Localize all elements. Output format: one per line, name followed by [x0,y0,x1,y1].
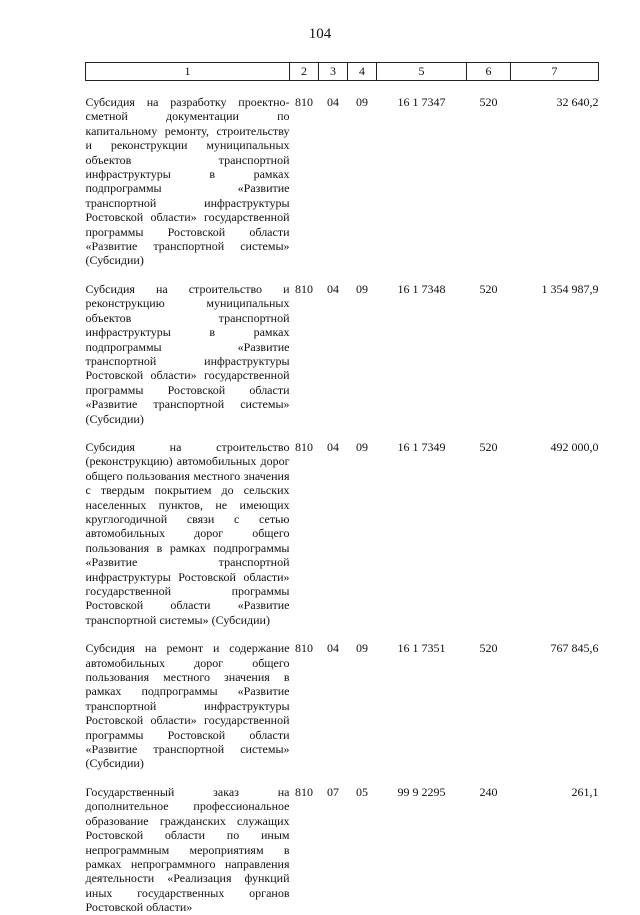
table-row [86,641,599,771]
row-section-code: 07 [327,784,339,799]
row-amount: 261,1 [571,784,599,799]
header-col-5: 5 [377,63,467,81]
header-col-1: 1 [86,63,290,81]
row-target-article: 16 1 7349 [397,439,446,454]
row-name: Субсидия на строительство (реконструкцию) автомобильных дорог общего пользования местного значения с твердым покрытием до сельских населенных пунктов, не имеющих круглогодичной связи с сетью автомобильных дорог общего пользования в рамках подпрограммы «Развитие транспортной инфраструктуры Ростовской области» государственной программы Ростовской области «Развитие транспортной системы» (Субсидии) [85,439,290,627]
header-col-4: 4 [348,63,377,81]
header-col-7: 7 [511,63,599,81]
row-expense-type: 520 [479,641,498,656]
header-col-3: 3 [319,63,348,81]
row-section-code: 04 [327,641,339,656]
row-target-article: 16 1 7351 [397,641,446,656]
row-target-article: 16 1 7348 [397,281,446,296]
row-subsection-code: 09 [356,95,368,109]
row-subsection-code: 09 [356,281,368,296]
row-subsection-code: 09 [356,641,368,656]
table-header-row [86,63,599,81]
header-col-6: 6 [467,63,511,81]
row-subsection-code: 05 [356,784,368,799]
row-name: Субсидия на разработку проектно-сметной документации по капитальному ремонту, строительству и реконструкции муниципальных объектов транспортной инфраструктуры в рамках подпрограммы «Развитие транспортной инфраструктуры Ростовской области» государственной программы Ростовской области «Развитие транспортной системы» (Субсидии) [85,95,290,268]
row-name: Субсидия на строительство и реконструкцию муниципальных объектов транспортной инфраструктуры в рамках подпрограммы «Развитие транспортной инфраструктуры Ростовской области» государственной программы Ростовской области «Развитие транспортной системы» (Субсидии) [85,281,290,426]
page-number: 104 [308,26,332,42]
row-ministry-code: 810 [295,95,313,109]
row-amount: 32 640,2 [556,95,599,109]
row-expense-type: 520 [479,95,498,109]
table-row [86,282,599,426]
row-ministry-code: 810 [295,281,313,296]
row-amount: 492 000,0 [550,439,599,454]
row-subsection-code: 09 [356,439,368,454]
row-expense-type: 240 [479,784,498,799]
row-ministry-code: 810 [295,784,313,799]
row-section-code: 04 [327,439,339,454]
row-name: Государственный заказ на дополнительное профессиональное образование гражданских служащих Ростовской области по иным непрограммным мероприятиям в рамках непрограммного направления деятельности «Реализация функций иных государственных органов Ростовской области» [85,784,290,915]
row-section-code: 04 [327,95,339,109]
row-section-code: 04 [327,281,339,296]
row-ministry-code: 810 [295,439,313,454]
row-amount: 767 845,6 [550,641,599,656]
row-expense-type: 520 [479,439,498,454]
row-expense-type: 520 [479,281,498,296]
header-col-2: 2 [290,63,319,81]
row-name: Субсидия на ремонт и содержание автомобильных дорог общего пользования местного значения в рамках подпрограммы «Развитие транспортной инфраструктуры Ростовской области» государственной программы Ростовской области «Развитие транспортной системы» (Субсидии) [85,641,290,771]
row-target-article: 16 1 7347 [397,95,446,109]
table-row [86,785,599,915]
row-target-article: 99 9 2295 [397,784,446,799]
row-amount: 1 354 987,9 [541,281,599,296]
table-row [86,440,599,627]
row-ministry-code: 810 [295,641,313,656]
table-row [86,95,599,268]
budget-table [85,62,599,915]
